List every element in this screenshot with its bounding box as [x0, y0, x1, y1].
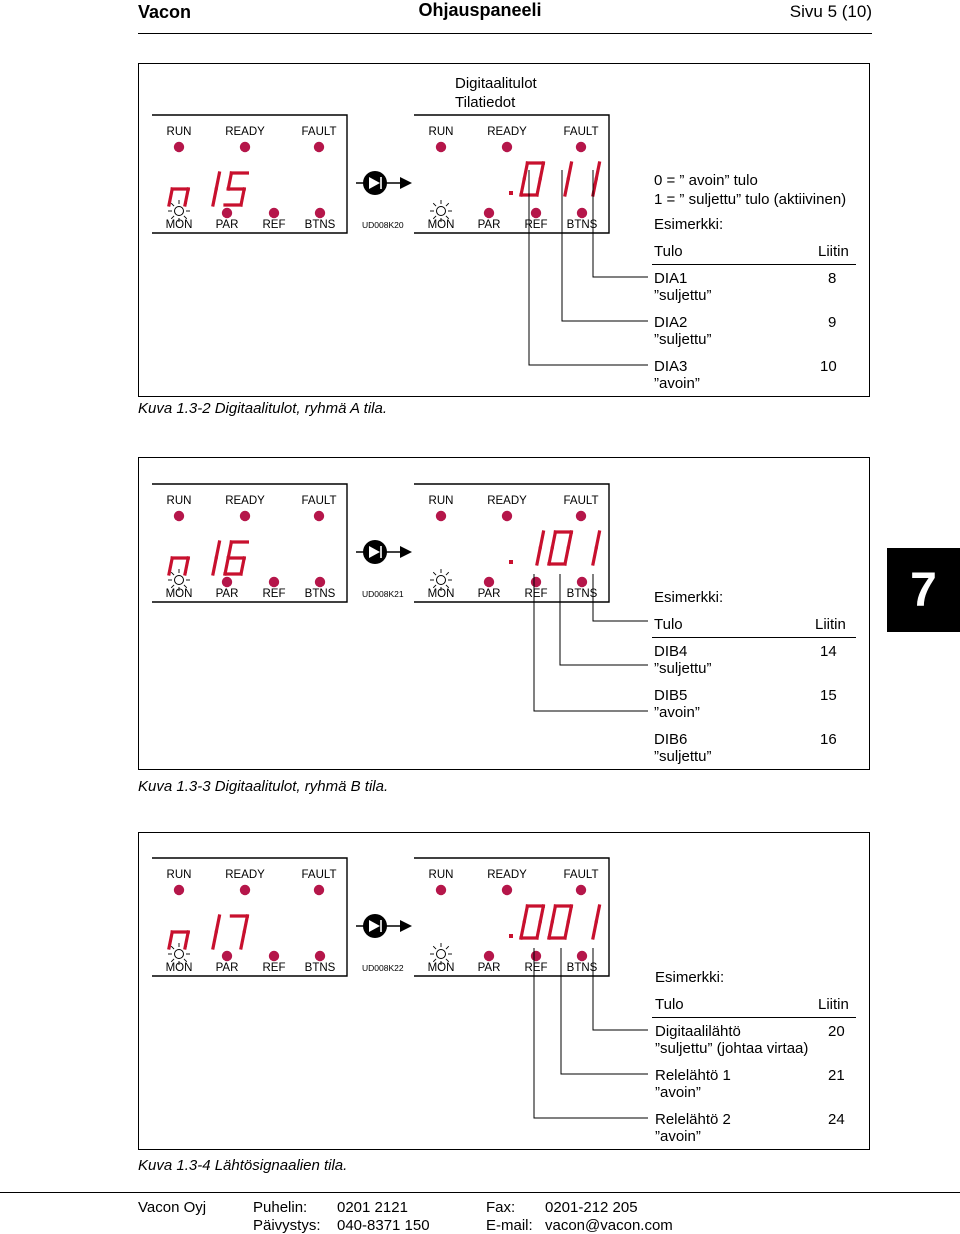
figure-2-right-panel-label-ready: READY [487, 495, 527, 507]
figure-2-right-panel-led-run [436, 511, 446, 521]
segment-b [216, 173, 219, 189]
mon-lamp-ray [433, 946, 436, 949]
figure-2-left-panel-label-par: PAR [215, 588, 239, 600]
figure-2-row-1-name: DIB4 [654, 643, 688, 660]
footer-rule [0, 1192, 960, 1193]
footer-fax-label: Fax: [486, 1199, 516, 1216]
figure-2-right-panel-display-char-1 [537, 532, 543, 564]
figure-3-caption: Kuva 1.3-4 Lähtösignaalien tila. [138, 1157, 348, 1174]
figure-2-right-panel-display-char-0 [509, 560, 513, 564]
segment-c [213, 932, 216, 948]
chapter-tab: 7 [887, 548, 960, 632]
segment-c [241, 932, 244, 948]
figure-1-row-1-state: ”suljettu” [654, 287, 712, 304]
figure-1-leader-line-3 [529, 170, 648, 365]
footer-email: vacon@vacon.com [545, 1217, 673, 1234]
header-title: Ohjauspaneeli [418, 0, 542, 20]
mon-lamp-ring [175, 207, 184, 216]
figure-3-row-3-state: ”avoin” [655, 1128, 701, 1145]
mon-lamp-ray [171, 946, 174, 949]
figure-1-drawing-id: UD008K20 [362, 220, 404, 230]
figure-3-left-panel-led-fault [314, 885, 324, 895]
figure-1-row-1-terminal: 8 [828, 270, 837, 287]
figure-2-right-panel-led-par [484, 577, 494, 587]
figure-2-left-panel-label-ready: READY [225, 495, 265, 507]
figure-2-col-input: Tulo [654, 616, 683, 633]
figure-1-title-line-2: Tilatiedot [455, 94, 516, 111]
figure-2-right-panel-led-btns [577, 577, 587, 587]
figure-3-row-1-state: ”suljettu” (johtaa virtaa) [655, 1040, 809, 1057]
segment-e [169, 558, 172, 574]
segment-b [596, 163, 599, 179]
footer-duty-label: Päivystys: [253, 1217, 321, 1234]
figure-3-right-panel-display-char-1 [521, 906, 543, 938]
mon-lamp-ray [171, 572, 174, 575]
figure-1-left-panel-label-run: RUN [166, 126, 192, 138]
figure-1-left-panel-label-par: PAR [215, 219, 239, 231]
figure-2-row-2-name: DIB5 [654, 687, 688, 704]
figure-2-left-panel-led-run [174, 511, 184, 521]
figure-3-drawing-id: UD008K22 [362, 963, 404, 973]
figure-2-left-panel-led-ref [269, 577, 279, 587]
figure-1-row-2-name: DIA2 [654, 314, 688, 331]
figure-2-right-panel-led-ready [502, 511, 512, 521]
segment-b [216, 916, 219, 932]
segment-c [241, 558, 244, 574]
figure-3-row-2-name: Relelähtö 1 [655, 1067, 731, 1084]
figure-1-left-panel-display-char-1 [213, 173, 219, 205]
figure-2-right-panel-led-fault [576, 511, 586, 521]
segment-b [540, 532, 543, 548]
figure-3-left-panel-label-ref: REF [262, 962, 286, 974]
figure-3-left-panel-display-char-1 [213, 916, 219, 948]
figure-1-row-1-name: DIA1 [654, 270, 688, 287]
segment-c [565, 922, 568, 938]
figure-1-right-panel-led-run [436, 142, 446, 152]
figure-1-right-panel-led-fault [576, 142, 586, 152]
figure-1-row-3-terminal: 10 [820, 358, 837, 375]
figure-3-left-panel-label-fault: FAULT [301, 869, 337, 881]
figure-1-row-2-terminal: 9 [828, 314, 837, 331]
footer-phone: 0201 2121 [337, 1199, 408, 1216]
figure-3-col-terminal: Liitin [818, 996, 849, 1013]
figure-2-row-2-terminal: 15 [820, 687, 837, 704]
figure-2-right-panel-label-ref: REF [524, 588, 548, 600]
segment-f [552, 906, 555, 922]
figure-3-right-panel-led-par [484, 951, 494, 961]
footer-duty: 040-8371 150 [337, 1217, 430, 1234]
figure-2-enter-arrow-icon [356, 540, 412, 564]
figure-3-leader-line-1 [593, 948, 648, 1030]
figure-1-right-panel-label-fault: FAULT [563, 126, 599, 138]
figure-2-right-panel-display-char-2 [549, 532, 571, 564]
segment-c [185, 189, 188, 205]
segment-c [241, 189, 244, 205]
mon-lamp-ray [446, 203, 449, 206]
figure-3-row-3-terminal: 24 [828, 1111, 845, 1128]
segment-f [228, 542, 231, 558]
segment-e [225, 558, 228, 574]
figure-1-col-terminal: Liitin [818, 243, 849, 260]
figure-1-right-panel-label-par: PAR [477, 219, 501, 231]
figure-3-right-panel-label-run: RUN [428, 869, 454, 881]
figure-1-left-panel-led-fault [314, 142, 324, 152]
figure-1-right-panel-led-ref [531, 208, 541, 218]
segment-b [568, 532, 571, 548]
figure-2-row-3-name: DIB6 [654, 731, 688, 748]
footer-email-label: E-mail: [486, 1217, 533, 1234]
segment-e [169, 189, 172, 205]
segment-e [521, 922, 524, 938]
figure-2-caption: Kuva 1.3-3 Digitaalitulot, ryhmä B tila. [138, 778, 389, 795]
figure-1-left-panel-led-ready [240, 142, 250, 152]
segment-c [213, 189, 216, 205]
figure-1-row-3-state: ”avoin” [654, 375, 700, 392]
figure-3-left-panel-label-ready: READY [225, 869, 265, 881]
figure-1-row-2-state: ”suljettu” [654, 331, 712, 348]
figure-3-left-panel-led-ready [240, 885, 250, 895]
mon-lamp-ring [175, 950, 184, 959]
figure-2-left-panel-label-ref: REF [262, 588, 286, 600]
figure-1-right-panel-led-ready [502, 142, 512, 152]
figure-2-right-panel-label-par: PAR [477, 588, 501, 600]
figure-1-right-panel-display-char-2 [565, 163, 571, 195]
mon-lamp-ring [437, 576, 446, 585]
decimal-point [509, 560, 513, 564]
figure-1-leader-line-2 [562, 170, 648, 321]
figure-2-left-panel-led-fault [314, 511, 324, 521]
figure-1-right-panel-led-par [484, 208, 494, 218]
segment-c [185, 932, 188, 948]
figure-3-left-panel-led-btns [315, 951, 325, 961]
figure-1-right-panel-label-run: RUN [428, 126, 454, 138]
mon-lamp-ray [446, 572, 449, 575]
figure-3-right-panel-led-fault [576, 885, 586, 895]
segment-c [537, 922, 540, 938]
segment-c [185, 558, 188, 574]
segment-c [565, 179, 568, 195]
mon-lamp-ring [437, 207, 446, 216]
figure-1-right-panel-label-ready: READY [487, 126, 527, 138]
figure-1-left-panel-led-btns [315, 208, 325, 218]
mon-lamp-ray [433, 572, 436, 575]
footer-company: Vacon Oyj [138, 1199, 207, 1216]
segment-e [521, 179, 524, 195]
segment-c [565, 548, 568, 564]
figure-1-row-3-name: DIA3 [654, 358, 688, 375]
figure-1-left-panel-display-char-2 [225, 173, 247, 205]
mon-lamp-ring [437, 950, 446, 959]
figure-1-right-panel-label-btns: BTNS [566, 219, 598, 231]
figure-1-legend-line-1: 0 = ” avoin” tulo [654, 172, 758, 189]
mon-lamp-ray [171, 203, 174, 206]
figure-2-left-panel-led-par [222, 577, 232, 587]
figure-3-example-label: Esimerkki: [655, 969, 725, 986]
figure-2-left-panel-label-btns: BTNS [304, 588, 336, 600]
segment-b [540, 163, 543, 179]
segment-c [213, 558, 216, 574]
arrow-head [400, 177, 412, 189]
figure-3-right-panel-label-mon: MON [427, 962, 455, 974]
figure-3-left-panel-label-mon: MON [165, 962, 193, 974]
figure-3-left-panel-led-run [174, 885, 184, 895]
figure-3-row-2-state: ”avoin” [655, 1084, 701, 1101]
segment-b [540, 906, 543, 922]
figure-1-right-panel-label-ref: REF [524, 219, 548, 231]
header-rule [138, 33, 872, 34]
segment-f [524, 906, 527, 922]
figure-1-caption: Kuva 1.3-2 Digitaalitulot, ryhmä A tila. [138, 400, 388, 417]
figure-2-row-2-state: ”avoin” [654, 704, 700, 721]
figure-1-example-label: Esimerkki: [654, 216, 724, 233]
figure-3-left-panel-label-par: PAR [215, 962, 239, 974]
figure-3-right-panel-led-run [436, 885, 446, 895]
mon-lamp-ray [446, 946, 449, 949]
mon-lamp-ring [175, 576, 184, 585]
segment-b [244, 916, 247, 932]
header-company: Vacon [138, 2, 192, 22]
segment-b [216, 542, 219, 558]
figure-2-right-panel-label-fault: FAULT [563, 495, 599, 507]
figure-3-left-panel-display-char-2 [231, 916, 247, 948]
figure-3-left-panel-label-run: RUN [166, 869, 192, 881]
figure-3-table-rule [652, 1017, 856, 1018]
segment-c [537, 179, 540, 195]
figure-3-right-panel-led-ready [502, 885, 512, 895]
figure-1-leader-line-1 [593, 170, 648, 277]
figure-3-row-1-terminal: 20 [828, 1023, 845, 1040]
segment-e [549, 548, 552, 564]
segment-e [169, 932, 172, 948]
figure-2-left-panel-label-run: RUN [166, 495, 192, 507]
figure-1-left-panel-label-fault: FAULT [301, 126, 337, 138]
decimal-point [509, 191, 513, 195]
figure-3-right-panel-display-char-3 [593, 906, 599, 938]
figure-1-right-panel-display-char-0 [509, 191, 513, 195]
figure-1-right-panel-display-char-3 [593, 163, 599, 195]
figure-2-row-3-terminal: 16 [820, 731, 837, 748]
segment-c [593, 548, 596, 564]
figure-1-left-panel-led-run [174, 142, 184, 152]
figure-3-enter-arrow-icon [356, 914, 412, 938]
segment-b [568, 906, 571, 922]
figure-3-col-input: Tulo [655, 996, 684, 1013]
figure-3-right-panel-label-par: PAR [477, 962, 501, 974]
figure-3-right-panel-label-ready: READY [487, 869, 527, 881]
figure-3-right-panel-label-fault: FAULT [563, 869, 599, 881]
figure-2-left-panel-label-mon: MON [165, 588, 193, 600]
figure-2-col-terminal: Liitin [815, 616, 846, 633]
figure-3-right-panel-display-char-2 [549, 906, 571, 938]
figure-3-row-1-name: Digitaalilähtö [655, 1023, 741, 1040]
figure-2-right-panel-led-ref [531, 577, 541, 587]
figure-2-left-panel-label-fault: FAULT [301, 495, 337, 507]
figure-2-row-3-state: ”suljettu” [654, 748, 712, 765]
segment-c [537, 548, 540, 564]
figure-1-right-panel-label-mon: MON [427, 219, 455, 231]
figure-3-row-2-terminal: 21 [828, 1067, 845, 1084]
figure-1-right-panel-led-btns [577, 208, 587, 218]
figure-1-legend-line-2: 1 = ” suljettu” tulo (aktiivinen) [654, 191, 847, 208]
figure-2-row-1-terminal: 14 [820, 643, 837, 660]
figure-2-right-panel-label-run: RUN [428, 495, 454, 507]
figure-3-left-panel-led-par [222, 951, 232, 961]
segment-f [228, 173, 231, 189]
figure-1-right-panel-display-char-1 [521, 163, 543, 195]
decimal-point [509, 934, 513, 938]
figure-3-right-panel-led-ref [531, 951, 541, 961]
segment-f [524, 163, 527, 179]
segment-b [596, 532, 599, 548]
figure-2-left-panel-display-char-1 [213, 542, 219, 574]
figure-3-right-panel-display-char-0 [509, 934, 513, 938]
figure-2-table-rule [652, 637, 856, 638]
figure-2-leader-line-1 [593, 574, 648, 621]
figure-1-drawing [0, 105, 960, 405]
figure-3-right-panel-led-btns [577, 951, 587, 961]
figure-2-left-panel-display-char-2 [225, 542, 247, 574]
figure-1-table-rule [652, 264, 856, 265]
figure-2-left-panel-led-btns [315, 577, 325, 587]
figure-1-col-input: Tulo [654, 243, 683, 260]
figure-2-right-panel-display-char-3 [593, 532, 599, 564]
figure-1-left-panel-label-ready: READY [225, 126, 265, 138]
footer-phone-label: Puhelin: [253, 1199, 308, 1216]
figure-3-drawing [0, 848, 960, 1148]
figure-3-row-3-name: Relelähtö 2 [655, 1111, 731, 1128]
mon-lamp-ray [433, 203, 436, 206]
segment-e [549, 922, 552, 938]
segment-b [596, 906, 599, 922]
figure-2-row-1-state: ”suljettu” [654, 660, 712, 677]
figure-2-drawing-id: UD008K21 [362, 589, 404, 599]
figure-3-right-panel-label-btns: BTNS [566, 962, 598, 974]
figure-2-left-panel-led-ready [240, 511, 250, 521]
segment-b [568, 163, 571, 179]
figure-1-left-panel-label-btns: BTNS [304, 219, 336, 231]
figure-1-title-line-1: Digitaalitulot [455, 75, 537, 92]
figure-1-enter-arrow-icon [356, 171, 412, 195]
figure-3-right-panel-label-ref: REF [524, 962, 548, 974]
header-page-number: Sivu 5 (10) [789, 2, 872, 21]
figure-2-right-panel-label-mon: MON [427, 588, 455, 600]
footer-fax: 0201-212 205 [545, 1199, 638, 1216]
figure-1-left-panel-led-par [222, 208, 232, 218]
arrow-head [400, 920, 412, 932]
figure-1-left-panel-label-ref: REF [262, 219, 286, 231]
arrow-head [400, 546, 412, 558]
figure-1-left-panel-label-mon: MON [165, 219, 193, 231]
figure-3-left-panel-led-ref [269, 951, 279, 961]
figure-2-example-label: Esimerkki: [654, 589, 724, 606]
figure-1-left-panel-led-ref [269, 208, 279, 218]
figure-3-left-panel-label-btns: BTNS [304, 962, 336, 974]
figure-2-right-panel-label-btns: BTNS [566, 588, 598, 600]
segment-c [593, 922, 596, 938]
segment-f [552, 532, 555, 548]
